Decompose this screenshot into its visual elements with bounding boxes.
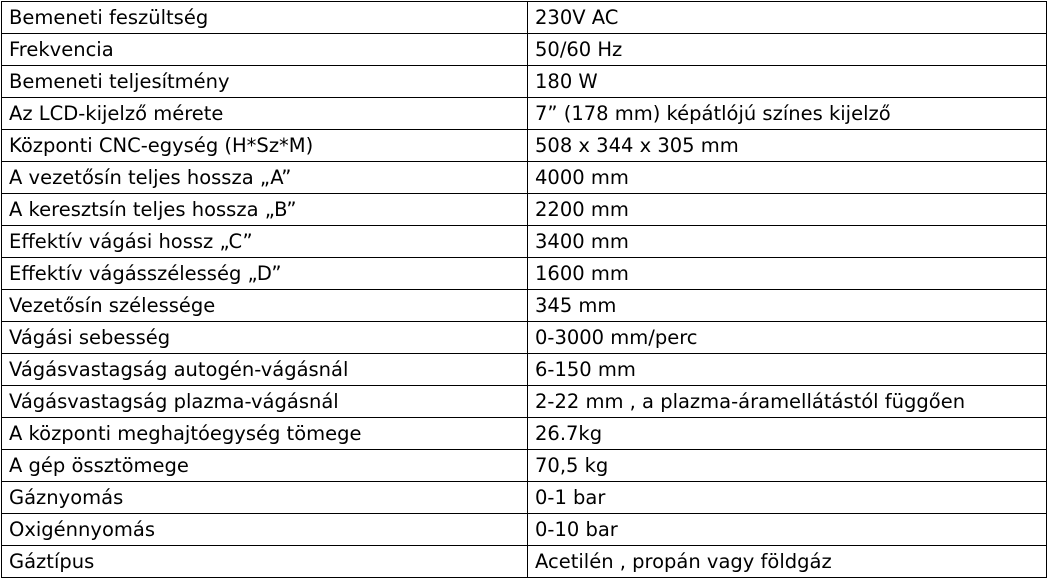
table-row (2, 418, 1047, 450)
table-row (2, 34, 1047, 66)
specification-table (1, 1, 1047, 578)
table-row (2, 130, 1047, 162)
spec-value: 6-150 mm (528, 354, 1047, 386)
spec-value: 4000 mm (528, 162, 1047, 194)
table-row (2, 226, 1047, 258)
spec-label: A vezetősín teljes hossza „A” (2, 162, 528, 194)
spec-label: Effektív vágási hossz „C” (2, 226, 528, 258)
spec-value: 230V AC (528, 2, 1047, 34)
spec-value: 2-22 mm , a plazma-áramellátástól függően (528, 386, 1047, 418)
spec-value: 345 mm (528, 290, 1047, 322)
spec-label: A központi meghajtóegység tömege (2, 418, 528, 450)
spec-label: Vágási sebesség (2, 322, 528, 354)
spec-value: 26.7kg (528, 418, 1047, 450)
spec-value: 0-3000 mm/perc (528, 322, 1047, 354)
table-row (2, 450, 1047, 482)
spec-label: Bemeneti teljesítmény (2, 66, 528, 98)
spec-label: Központi CNC-egység (H*Sz*M) (2, 130, 528, 162)
table-row (2, 322, 1047, 354)
spec-label: Gáznyomás (2, 482, 528, 514)
table-row (2, 2, 1047, 34)
table-row (2, 194, 1047, 226)
spec-label: Az LCD-kijelző mérete (2, 98, 528, 130)
spec-label: Effektív vágásszélesség „D” (2, 258, 528, 290)
spec-label: Frekvencia (2, 34, 528, 66)
table-row (2, 482, 1047, 514)
spec-value: 0-1 bar (528, 482, 1047, 514)
spec-value: 3400 mm (528, 226, 1047, 258)
spec-label: Oxigénnyomás (2, 514, 528, 546)
table-row (2, 354, 1047, 386)
spec-label: A gép össztömege (2, 450, 528, 482)
spec-value: 1600 mm (528, 258, 1047, 290)
table-row (2, 98, 1047, 130)
specification-table-body (2, 2, 1047, 578)
spec-label: Bemeneti feszültség (2, 2, 528, 34)
table-row (2, 290, 1047, 322)
spec-value: 180 W (528, 66, 1047, 98)
spec-value: 50/60 Hz (528, 34, 1047, 66)
spec-label: Gáztípus (2, 546, 528, 578)
spec-label: A keresztsín teljes hossza „B” (2, 194, 528, 226)
table-row (2, 162, 1047, 194)
table-row (2, 258, 1047, 290)
spec-label: Vágásvastagság plazma-vágásnál (2, 386, 528, 418)
spec-label: Vezetősín szélessége (2, 290, 528, 322)
spec-value: 70,5 kg (528, 450, 1047, 482)
spec-value: 7” (178 mm) képátlójú színes kijelző (528, 98, 1047, 130)
table-row (2, 546, 1047, 578)
spec-label: Vágásvastagság autogén-vágásnál (2, 354, 528, 386)
table-row (2, 386, 1047, 418)
spec-value: 0-10 bar (528, 514, 1047, 546)
table-row (2, 66, 1047, 98)
spec-value: 2200 mm (528, 194, 1047, 226)
table-row (2, 514, 1047, 546)
spec-value: 508 x 344 x 305 mm (528, 130, 1047, 162)
spec-value: Acetilén , propán vagy földgáz (528, 546, 1047, 578)
